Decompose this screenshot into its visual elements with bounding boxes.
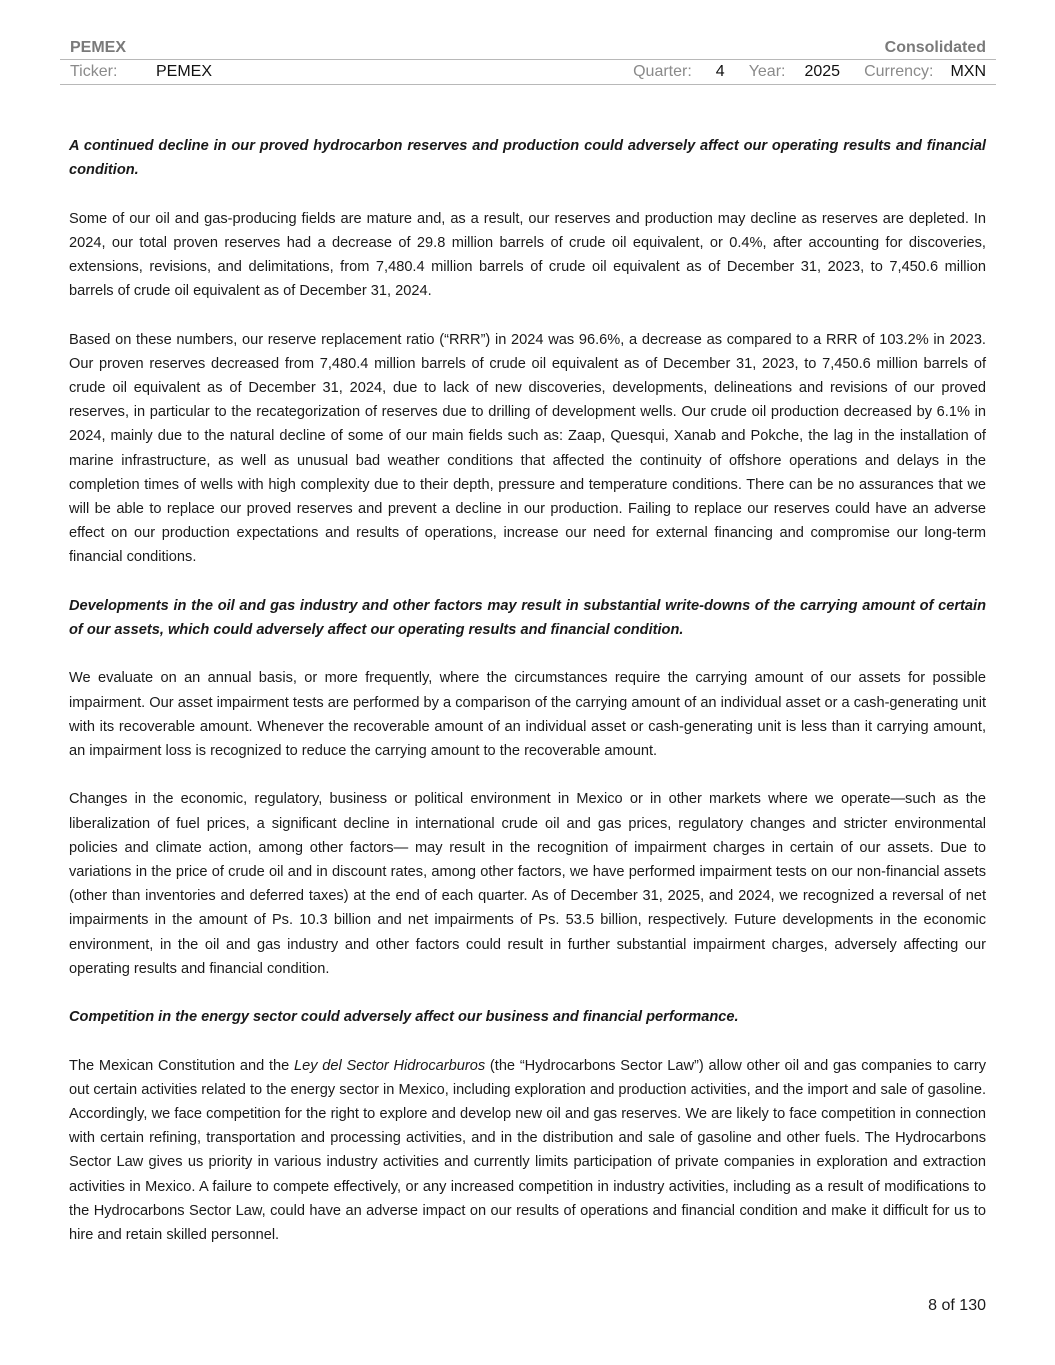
report-header [60,36,996,60]
year-value: 2025 [804,63,841,80]
section-heading-write-downs: Developments in the oil and gas industry and other factors may result in substantial write-downs of the carrying amount of certain of our assets, which could adversely affect our operating results and financial condition. [69,597,986,639]
competition-text-before: The Mexican Constitution and the [69,1057,295,1074]
ticker-label: Ticker: [70,63,118,80]
currency-value: MXN [950,63,986,80]
paragraph-reserve-replacement-ratio: Based on these numbers, our reserve replacement ratio (“RRR”) in 2024 was 96.6%, a decrease as compared to a RRR of 103.2% in 2023. Our proven reserves decreased from 7,480.4 million barrels of crude oil equivalent as of December 31, 2023, to 7,450.6 million barrels of crude oil equivalent as of December 31, 2024, due to lack of new discoveries, developments, delineations and revisions of our proved reserves, in particular to the recategorization of reserves due to drilling of development wells. Our crude oil production decreased by 6.1% in 2024, mainly due to the natural decline of some of our main fields such as: Zaap, Quesqui, Xanab and Pokche, the lag in the installation of marine infrastructure, as well as unusual bad weather conditions that affected the continuity of offshore operations and delays in the completion times of wells with high complexity due to their depth, pressure and temperature conditions. There can be no assurances that we will be able to replace our proved reserves and prevent a decline in our production. Failing to replace our reserves could have an adverse effect on our production expectations and results of operations, increase our need for external financing and compromise our long-term financial conditions. [69,331,986,566]
company-name: PEMEX [70,39,127,56]
currency-label: Currency: [864,63,934,80]
paragraph-impairment-changes: Changes in the economic, regulatory, business or political environment in Mexico or in other markets where we operate—such as the liberalization of fuel prices, a significant decline in international crude oil and gas prices, regulatory changes and stricter environmental policies and climate action, among other factors— may result in the recognition of impairment charges in certain of our assets. Due to variations in the price of crude oil and in discount rates, among other factors, we have performed impairment tests on our non-financial assets (other than inventories and deferred taxes) at the end of each quarter. As of December 31, 2025, and 2024, we recognized a reversal of net impairments in the amount of Ps. 10.3 billion and net impairments of Ps. 53.5 billion, respectively. Future developments in the economic environment, in the oil and gas industry and other factors could result in further substantial impairment charges, adversely affecting our operating results and financial condition. [69,791,986,977]
paragraph-reserves-decrease: Some of our oil and gas-producing fields are mature and, as a result, our reserves and production may decline as reserves are depleted. In 2024, our total proven reserves had a decrease of 29.8 million barrels of crude oil equivalent, or 0.4%, after accounting for discoveries, extensions, revisions, and delimitations, from 7,480.4 million barrels of crude oil equivalent as of December 31, 2023, to 7,450.6 million barrels of crude oil equivalent as of December 31, 2024. [69,210,986,300]
law-name-italic: Ley del Sector Hidrocarburos [294,1057,486,1074]
report-scope: Consolidated [884,39,986,56]
section-heading-reserves-decline: A continued decline in our proved hydrocarbon reserves and production could adversely affect our operating results and financial condition. [69,138,986,179]
report-metadata-row [60,60,996,85]
page-number: 8 of 130 [928,1297,986,1314]
paragraph-competition [69,1054,986,1248]
ticker-value: PEMEX [156,63,213,80]
quarter-label: Quarter: [633,63,692,80]
document-body [69,134,986,1271]
paragraph-impairment-evaluation: We evaluate on an annual basis, or more frequently, where the circumstances require the carrying amount of our assets for possible impairment. Our asset impairment tests are performed by a comparison of the carrying amount of an individual asset or a cash-generating unit with its recoverable amount. Whenever the recoverable amount of an individual asset or cash-generating unit is less than it carrying amount, an impairment loss is recognized to reduce the carrying amount to the recoverable amount. [69,670,986,760]
section-heading-competition: Competition in the energy sector could adversely affect our business and financial performance. [69,1009,739,1026]
quarter-value: 4 [715,63,725,80]
year-label: Year: [748,63,786,80]
competition-text-after: (the “Hydrocarbons Sector Law”) allow other oil and gas companies to carry out certain activities related to the energy sector in Mexico, including exploration and production activities, and the import and sale of gasoline. Accordingly, we face competition for the right to explore and develop new oil and gas reserves. We are likely to face competition in connection with certain refining, transportation and processing activities, and in the distribution and sale of gasoline and other fuels. The Hydrocarbons Sector Law gives us priority in various industry activities and currently limits participation of private companies in exploration and extraction activities in Mexico. A failure to compete effectively, or any increased competition in industry activities, including as a result of modifications to the Hydrocarbons Sector Law, could have an adverse impact on our results of operations and financial condition and make it difficult for us to hire and retain skilled personnel. [69,1057,986,1244]
